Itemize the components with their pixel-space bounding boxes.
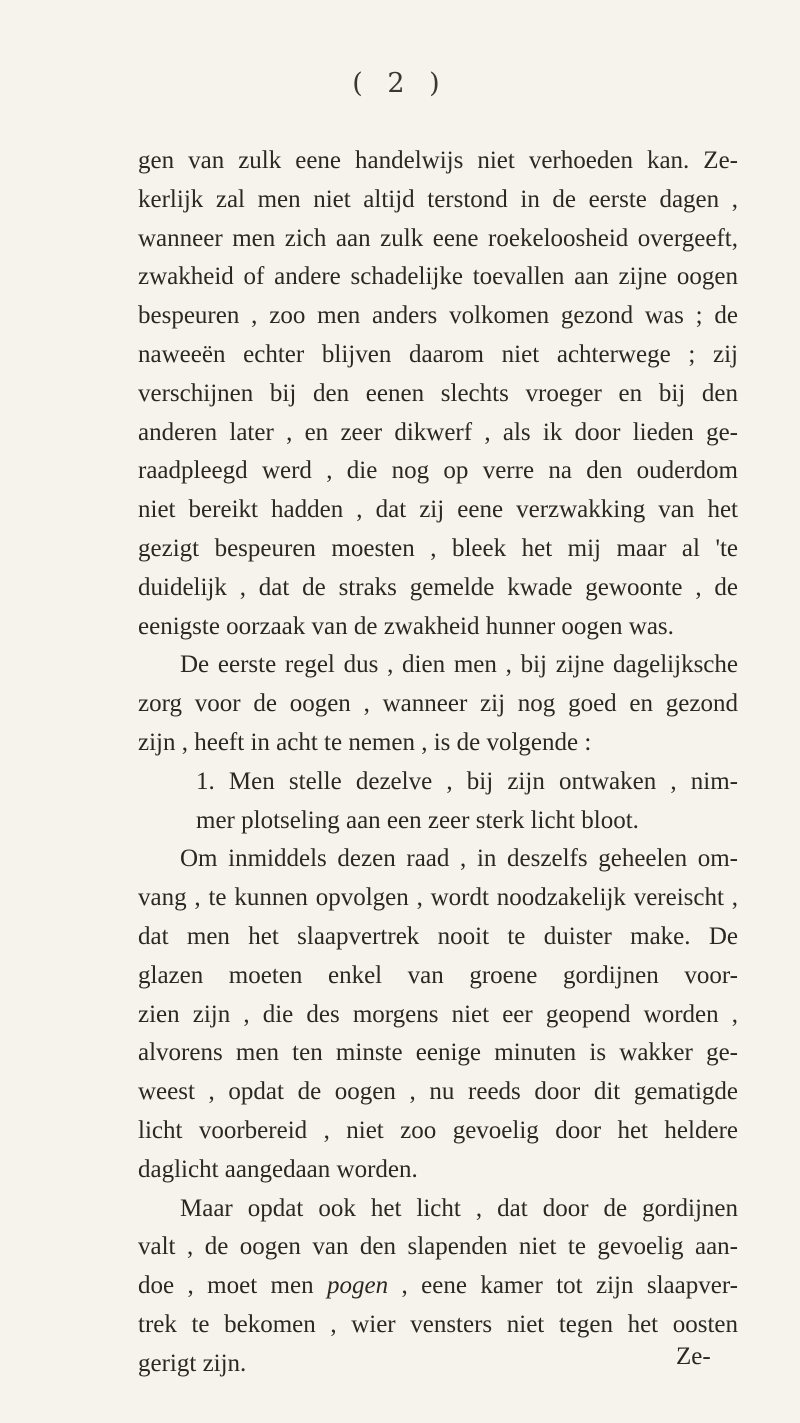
text-line: eenigste oorzaak van de zwakheid hunner oogen was.: [138, 612, 674, 640]
text-line: zien zijn , die des morgens niet eer geopend worden ,: [138, 1000, 738, 1028]
text-line: gezigt bespeuren moesten , bleek het mij maar al 'te: [138, 534, 738, 562]
text-line: trek te bekomen , wier vensters niet tegen het oosten: [138, 1310, 738, 1338]
emphasis-word: pogen: [326, 1272, 389, 1300]
text-line: gerigt zijn.: [138, 1349, 247, 1377]
text-line: bespeuren , zoo men anders volkomen gezond was ; de: [138, 302, 738, 330]
list-item-line: 1. Men stelle dezelve , bij zijn ontwaken , nim-: [196, 767, 738, 795]
text-line: weest , opdat de oogen , nu reeds door dit gematigde: [138, 1078, 738, 1106]
text-line: verschijnen bij den eenen slechts vroeger en bij den: [138, 379, 738, 407]
text-line: gen van zulk eene handelwijs niet verhoeden kan. Ze-: [138, 147, 738, 174]
text-line: raadpleegd werd , die nog op verre na den ouderdom: [138, 457, 738, 485]
text-line: De eerste regel dus , dien men , bij zijne dagelijksche: [180, 651, 738, 679]
text-line: kerlijk zal men niet altijd terstond in de eerste dagen ,: [138, 185, 738, 213]
text-line: Maar opdat ook het licht , dat door de gordijnen: [180, 1194, 738, 1222]
text-line: zwakheid of andere schadelijke toevallen aan zijne oogen: [138, 263, 738, 291]
text-line-with-emphasis: [138, 1267, 738, 1306]
text-line: daglicht aangedaan worden.: [138, 1155, 418, 1183]
list-item-line: mer plotseling aan een zeer sterk licht bloot.: [196, 806, 639, 834]
text-line: zijn , heeft in acht te nemen , is de volgende :: [138, 728, 592, 756]
text-line: wanneer men zich aan zulk eene roekeloosheid overgeeft,: [138, 224, 738, 252]
text-line: alvorens men ten minste eenige minuten is wakker ge-: [138, 1039, 738, 1067]
text-line: anderen later , en zeer dikwerf , als ik door lieden ge-: [138, 418, 738, 446]
text-line: duidelijk , dat de straks gemelde kwade gewoonte , de: [138, 573, 738, 601]
page-number: ( 2 ): [352, 68, 448, 99]
text-line: glazen moeten enkel van groene gordijnen voor-: [138, 961, 738, 989]
text-segment: doe , moet men: [138, 1272, 314, 1300]
text-segment: , eene kamer tot zijn slaapver-: [401, 1272, 738, 1300]
catchword: Ze-: [676, 1343, 711, 1370]
text-line: naweeën echter blijven daarom niet achterwege ; zij: [138, 340, 738, 368]
text-line: niet bereikt hadden , dat zij eene verzwakking van het: [138, 496, 738, 524]
text-line: vang , te kunnen opvolgen , wordt noodzakelijk vereischt ,: [138, 884, 738, 912]
text-line: valt , de oogen van den slapenden niet te gevoelig aan-: [138, 1233, 738, 1261]
body-text: [138, 142, 738, 1384]
text-line: zorg voor de oogen , wanneer zij nog goed en gezond: [138, 690, 738, 718]
text-line: licht voorbereid , niet zoo gevoelig door het heldere: [138, 1116, 738, 1144]
text-line: Om inmiddels dezen raad , in deszelfs geheelen om-: [180, 845, 738, 873]
text-line: dat men het slaapvertrek nooit te duister make. De: [138, 922, 738, 950]
